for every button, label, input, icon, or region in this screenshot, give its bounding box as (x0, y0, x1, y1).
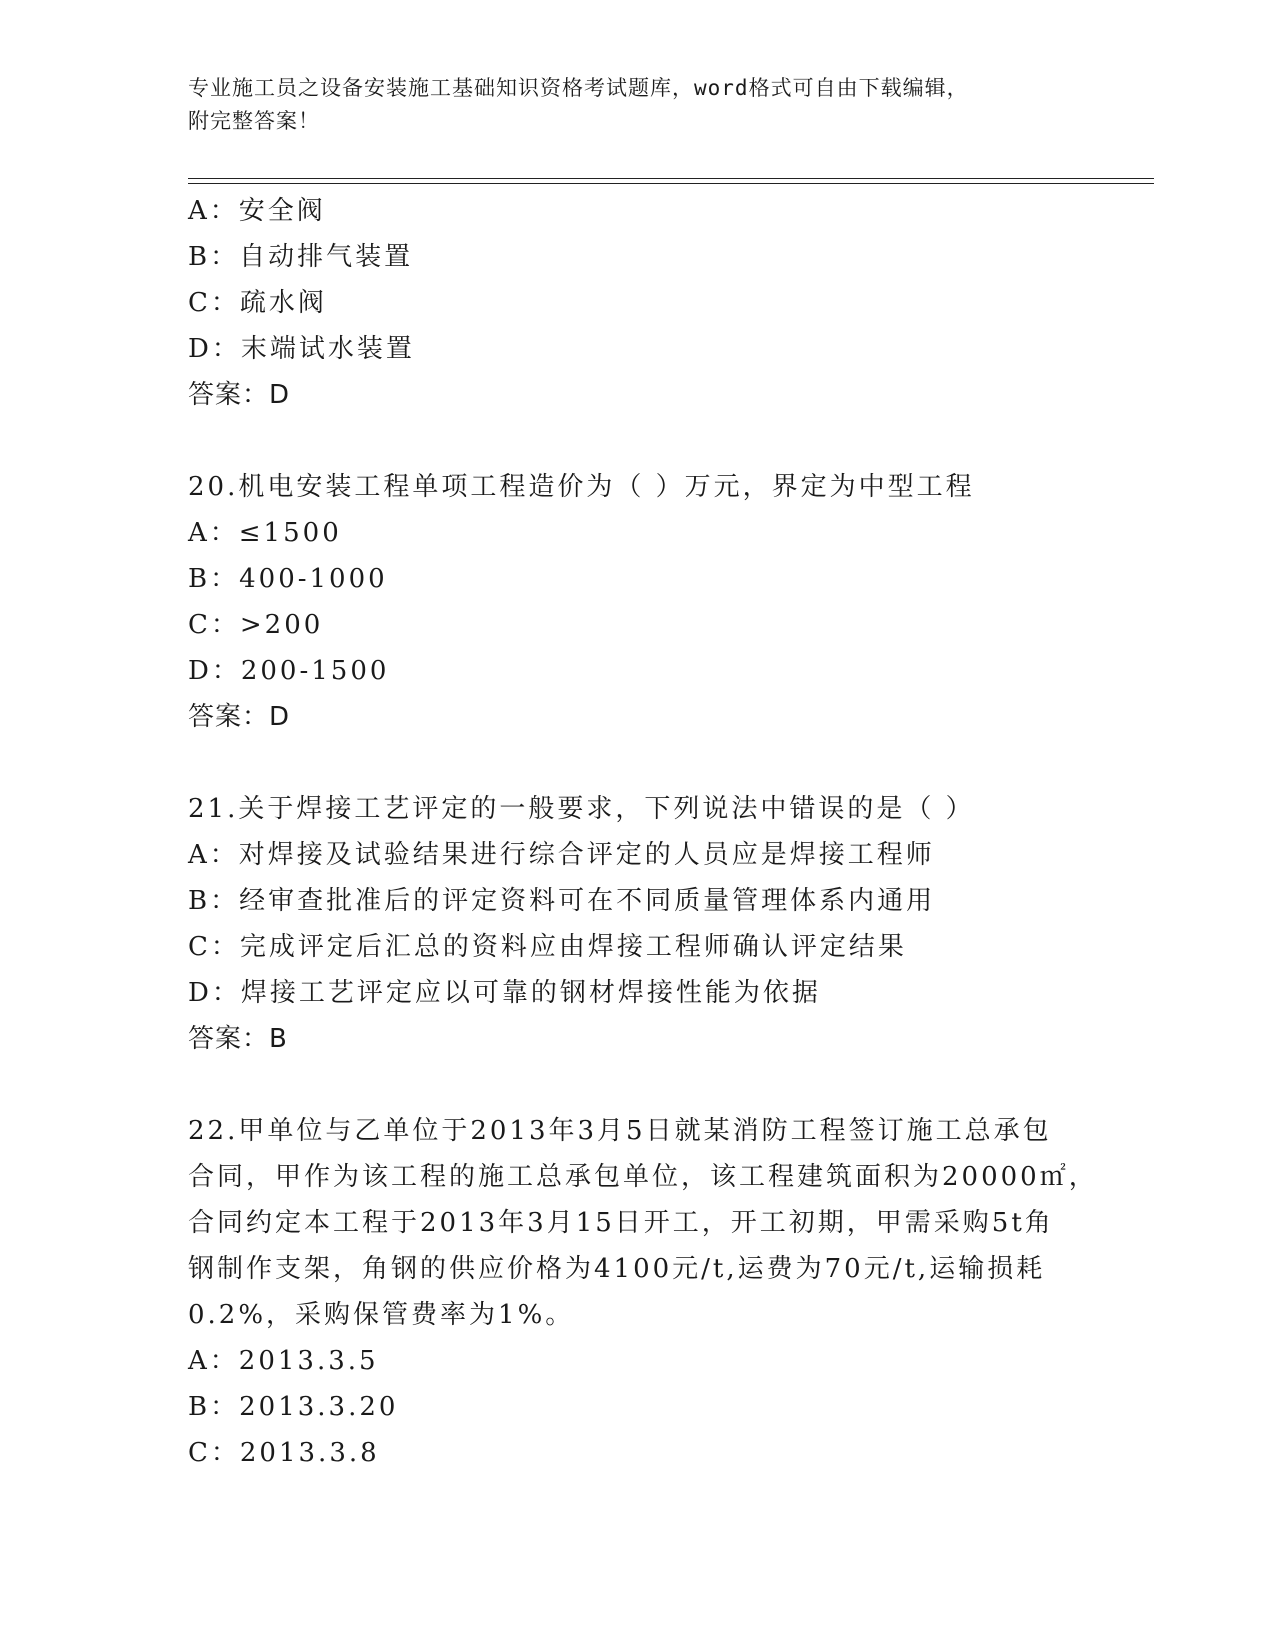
option-d: D：末端试水装置 (188, 334, 415, 364)
question-22 (188, 1108, 1098, 1476)
question-stem: 20.机电安装工程单项工程造价为（ ）万元，界定为中型工程 (188, 472, 975, 502)
question-list (188, 188, 1098, 1476)
option-d: D：焊接工艺评定应以可靠的钢材焊接性能为依据 (188, 978, 821, 1008)
question-stem: 21.关于焊接工艺评定的一般要求，下列说法中错误的是（ ） (188, 794, 975, 824)
header-divider-top (188, 178, 1154, 179)
option-d: D：200-1500 (188, 656, 390, 686)
spacer (188, 1062, 1088, 1108)
option-c: C：疏水阀 (188, 288, 327, 318)
option-b: B：400-1000 (188, 564, 388, 594)
question-stem-line: 22.甲单位与乙单位于2013年3月5日就某消防工程签订施工总承包 (188, 1116, 1052, 1146)
option-a: A：2013.3.5 (188, 1346, 379, 1376)
question-stem-line: 0.2%，采购保管费率为1%。 (188, 1300, 575, 1330)
document-header (188, 72, 1088, 138)
answer: 答案：B (188, 1024, 288, 1054)
option-b: B：经审查批准后的评定资料可在不同质量管理体系内通用 (188, 886, 936, 916)
question-stem-line: 合同，甲作为该工程的施工总承包单位，该工程建筑面积为20000㎡， (188, 1162, 1098, 1192)
option-b: B：自动排气装置 (188, 242, 414, 272)
option-a: A：≤1500 (188, 518, 342, 548)
option-c: C：完成评定后汇总的资料应由焊接工程师确认评定结果 (188, 932, 907, 962)
answer: 答案：D (188, 380, 291, 410)
option-a: A：安全阀 (188, 196, 326, 226)
option-a: A：对焊接及试验结果进行综合评定的人员应是焊接工程师 (188, 840, 935, 870)
header-line-2: 附完整答案！ (188, 109, 320, 133)
question-21 (188, 786, 1088, 1062)
spacer (188, 418, 1088, 464)
answer: 答案：D (188, 702, 291, 732)
option-c: C：>200 (188, 610, 324, 640)
question-20 (188, 464, 1088, 740)
question-19 (188, 188, 1088, 418)
spacer (188, 740, 1088, 786)
header-divider-bottom (188, 183, 1154, 184)
question-stem-line: 合同约定本工程于2013年3月15日开工，开工初期，甲需采购5t角 (188, 1208, 1054, 1238)
option-c: C：2013.3.8 (188, 1438, 380, 1468)
header-line-1: 专业施工员之设备安装施工基础知识资格考试题库，word格式可自由下载编辑， (188, 76, 969, 100)
question-stem-line: 钢制作支架，角钢的供应价格为4100元/t,运费为70元/t,运输损耗 (188, 1254, 1046, 1284)
option-b: B：2013.3.20 (188, 1392, 399, 1422)
